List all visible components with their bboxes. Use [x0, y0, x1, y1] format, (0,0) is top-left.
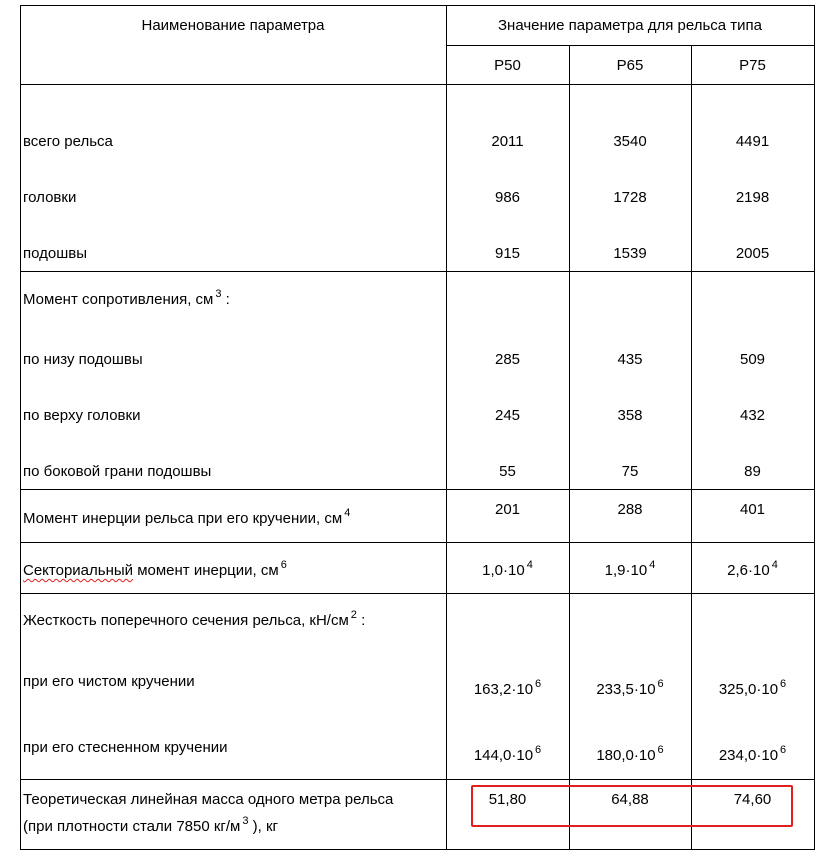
cell-head-r50: 986 [494, 189, 521, 206]
cell-total-rail-r50: 2011 [491, 133, 524, 150]
cell-mass-r75: 74,60 [733, 791, 772, 808]
cell-head-r65: 1728 [613, 189, 647, 206]
cell-sectorial-r75: 2,6·10 $^4$ [727, 559, 778, 579]
row-divider [20, 542, 814, 543]
cell-total-rail-r65: 3540 [613, 133, 647, 150]
section-modulus-title: Момент сопротивления, см $^3$ : [23, 288, 230, 308]
header-param-value: Значение параметра для рельса типа [498, 17, 762, 34]
header-type-r50: Р50 [494, 57, 521, 74]
row-label-sectorial: Секториальный момент инерции, см $^6$ [23, 559, 287, 579]
cell-sectorial-r65: 1,9·10 $^4$ [604, 559, 656, 579]
cell-top-head-r65: 358 [617, 407, 643, 424]
row-label-side-base: по боковой грани подошвы [23, 463, 212, 480]
column-divider [691, 45, 692, 850]
cell-bottom-base-r50: 285 [494, 351, 521, 368]
cell-base-r65: 1539 [613, 245, 647, 262]
cell-constrained-r65: 180,0·10 $^6$ [596, 744, 664, 764]
row-label-base: подошвы [23, 245, 88, 262]
row-divider [20, 489, 814, 490]
row-label-head: головки [23, 189, 77, 206]
cell-bottom-base-r75: 509 [739, 351, 766, 368]
cell-constrained-r75: 234,0·10 $^6$ [718, 744, 787, 764]
cell-base-r75: 2005 [735, 245, 770, 262]
row-label-total-rail: всего рельса [23, 133, 113, 150]
cell-head-r75: 2198 [735, 189, 770, 206]
table-border-right [814, 5, 815, 850]
column-divider [569, 45, 570, 850]
header-subdivider [446, 45, 814, 46]
cell-side-base-r65: 75 [621, 463, 639, 480]
cell-side-base-r75: 89 [744, 463, 761, 480]
row-label-pure-torsion: при его чистом кручении [23, 673, 195, 690]
row-divider [20, 271, 814, 272]
column-divider [446, 5, 447, 850]
row-label-bottom-base: по низу подошвы [23, 351, 143, 368]
row-divider [20, 779, 814, 780]
header-type-r65: Р65 [616, 57, 644, 74]
cell-pure-r75: 325,0·10 $^6$ [718, 678, 787, 698]
row-label-mass-line1: Теоретическая линейная масса одного метра рельса [23, 791, 394, 808]
highlight-box [471, 785, 793, 827]
cell-torsion-r50: 201 [494, 501, 521, 518]
row-label-torsion-inertia: Момент инерции рельса при его кручении, см $^4$ [23, 507, 351, 527]
cell-bottom-base-r65: 435 [617, 351, 643, 368]
cell-pure-r65: 233,5·10 $^6$ [596, 678, 664, 698]
row-label-constrained-torsion: при его стесненном кручении [23, 739, 228, 756]
cell-constrained-r50: 144,0·10 $^6$ [473, 744, 542, 764]
spellcheck-word: Секториальный [23, 562, 134, 579]
table-border-left [20, 5, 21, 850]
table-border-top [20, 5, 814, 6]
table-border-bottom [20, 849, 814, 850]
cell-total-rail-r75: 4491 [735, 133, 770, 150]
cell-mass-r65: 64,88 [611, 791, 649, 808]
header-param-name: Наименование параметра [141, 17, 325, 34]
header-type-r75: Р75 [739, 57, 766, 74]
cell-torsion-r65: 288 [617, 501, 643, 518]
cell-mass-r50: 51,80 [488, 791, 527, 808]
cell-pure-r50: 163,2·10 $^6$ [473, 678, 542, 698]
cell-sectorial-r50: 1,0·10 $^4$ [482, 559, 533, 579]
cell-top-head-r50: 245 [494, 407, 521, 424]
row-label-mass-line2: (при плотности стали 7850 кг/м $^3$ ), кг [23, 815, 279, 835]
row-divider [20, 593, 814, 594]
header-bottom [20, 84, 814, 85]
cell-base-r50: 915 [494, 245, 521, 262]
cell-torsion-r75: 401 [739, 501, 766, 518]
stiffness-title: Жесткость поперечного сечения рельса, кН/см $^2$ : [23, 609, 366, 629]
row-label-top-head: по верху головки [23, 407, 141, 424]
cell-side-base-r50: 55 [499, 463, 516, 480]
cell-top-head-r75: 432 [739, 407, 766, 424]
